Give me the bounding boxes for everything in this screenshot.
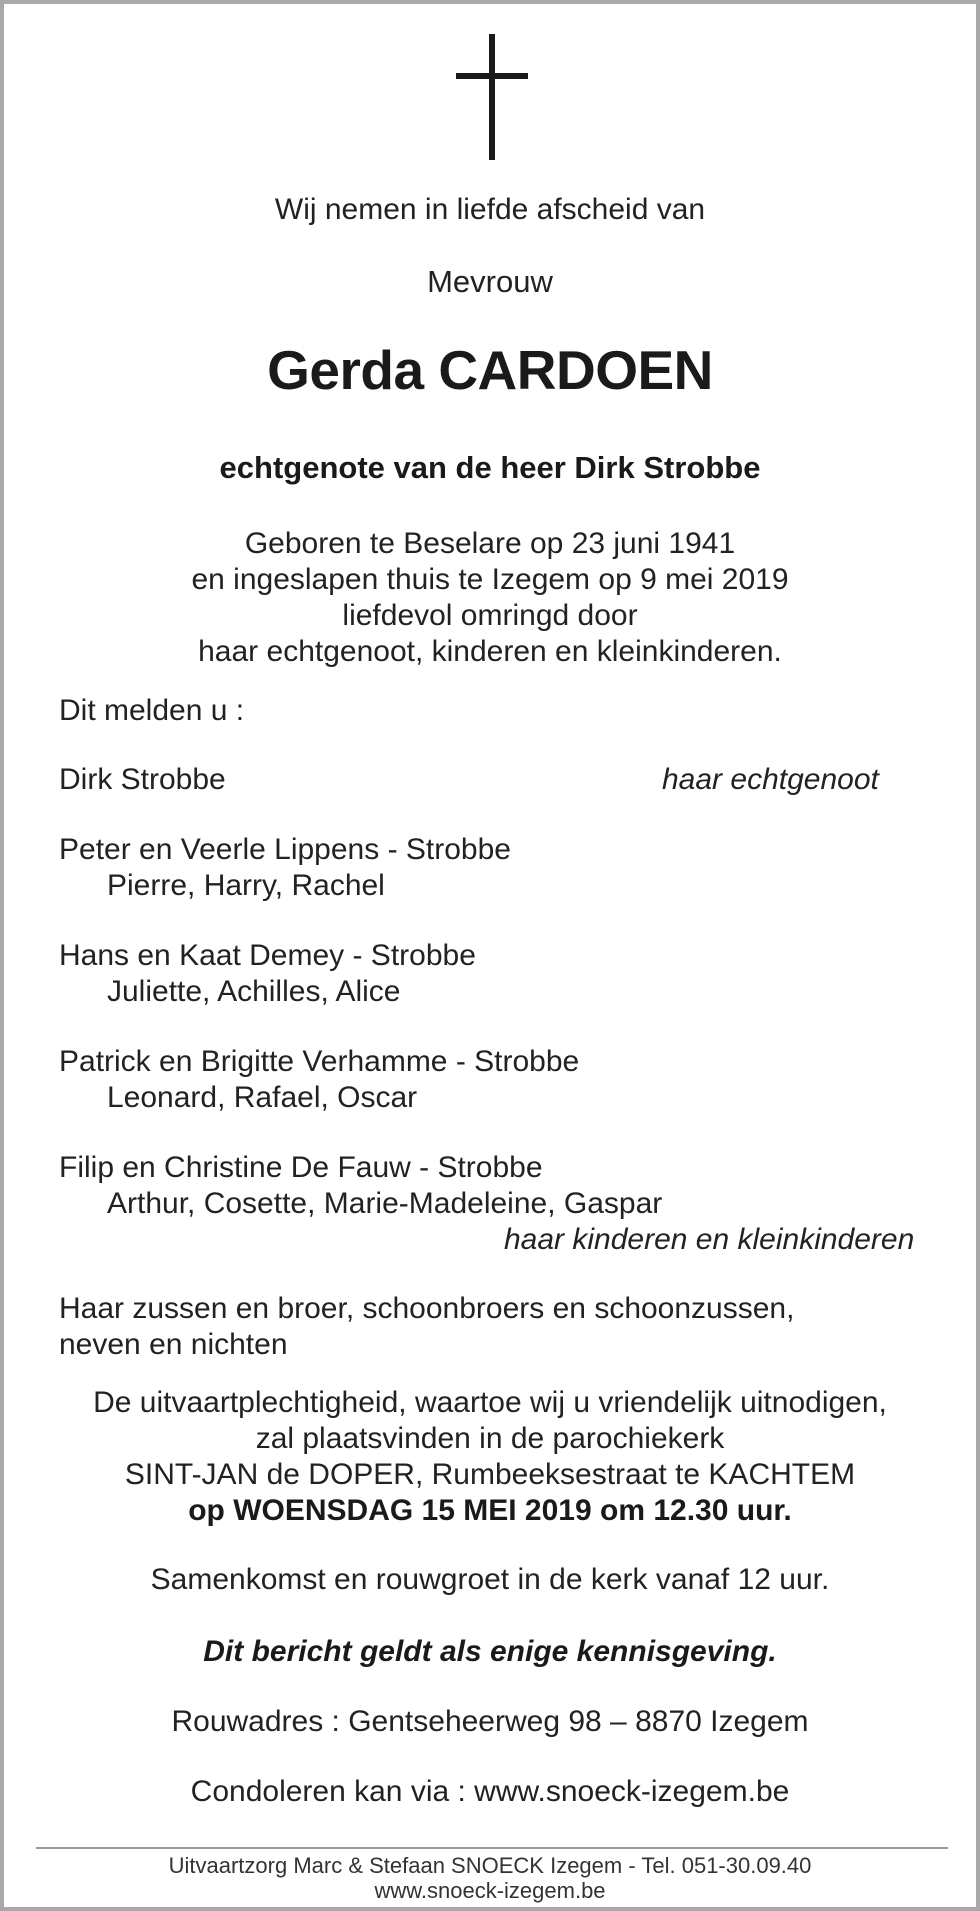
husband-relation: haar echtgenoot: [662, 763, 879, 796]
footer-website[interactable]: www.snoeck-izegem.be: [374, 1878, 606, 1903]
cross-horizontal-bar: [456, 73, 528, 79]
family-parents: Patrick en Brigitte Verhamme - Strobbe: [59, 1045, 580, 1078]
bio-line-2: en ingeslapen thuis te Izegem op 9 mei 2019: [191, 563, 789, 596]
address-text: Rouwadres : Gentseheerweg 98 – 8870 Izegem: [171, 1705, 809, 1738]
family-children: Juliette, Achilles, Alice: [107, 975, 401, 1008]
footer-divider: [36, 1847, 948, 1849]
bio-line-3: liefdevol omringd door: [342, 599, 638, 632]
spouse-line: echtgenote van de heer Dirk Strobbe: [219, 450, 761, 485]
family-children: Arthur, Cosette, Marie-Madeleine, Gaspar: [107, 1187, 663, 1220]
intro-text: Wij nemen in liefde afscheid van: [274, 193, 706, 226]
bio-line-1: Geboren te Beselare op 23 juni 1941: [244, 527, 736, 560]
bio-line-4: haar echtgenoot, kinderen en kleinkinderen.: [198, 635, 782, 668]
funeral-line-3: SINT-JAN de DOPER, Rumbeeksestraat te KACHTEM: [124, 1458, 856, 1491]
husband-name: Dirk Strobbe: [59, 763, 226, 796]
family-children: Leonard, Rafael, Oscar: [107, 1081, 418, 1114]
notice-text: Dit bericht geldt als enige kennisgeving.: [203, 1635, 777, 1668]
announce-text: Dit melden u :: [59, 694, 245, 727]
condolences-text: Condoleren kan via : www.snoeck-izegem.be: [190, 1775, 790, 1808]
funeral-date: op WOENSDAG 15 MEI 2019 om 12.30 uur.: [188, 1494, 792, 1527]
cross-vertical-bar: [489, 34, 495, 160]
family-parents: Peter en Veerle Lippens - Strobbe: [59, 833, 511, 866]
funeral-line-1: De uitvaartplechtigheid, waartoe wij u vriendelijk uitnodigen,: [93, 1386, 887, 1419]
footer-company: Uitvaartzorg Marc & Stefaan SNOECK Izegem - Tel. 051-30.09.40: [168, 1853, 812, 1878]
families-relation: haar kinderen en kleinkinderen: [504, 1223, 915, 1256]
gathering-text: Samenkomst en rouwgroet in de kerk vanaf 12 uur.: [150, 1563, 830, 1596]
family-parents: Filip en Christine De Fauw - Strobbe: [59, 1151, 543, 1184]
cross-icon: [456, 34, 528, 160]
family-parents: Hans en Kaat Demey - Strobbe: [59, 939, 476, 972]
family-children: Pierre, Harry, Rachel: [107, 869, 385, 902]
relatives-line-2: neven en nichten: [59, 1328, 288, 1361]
funeral-line-2: zal plaatsvinden in de parochiekerk: [255, 1422, 725, 1455]
salutation: Mevrouw: [427, 264, 553, 299]
deceased-name: Gerda CARDOEN: [267, 339, 713, 401]
relatives-line-1: Haar zussen en broer, schoonbroers en schoonzussen,: [59, 1292, 795, 1325]
